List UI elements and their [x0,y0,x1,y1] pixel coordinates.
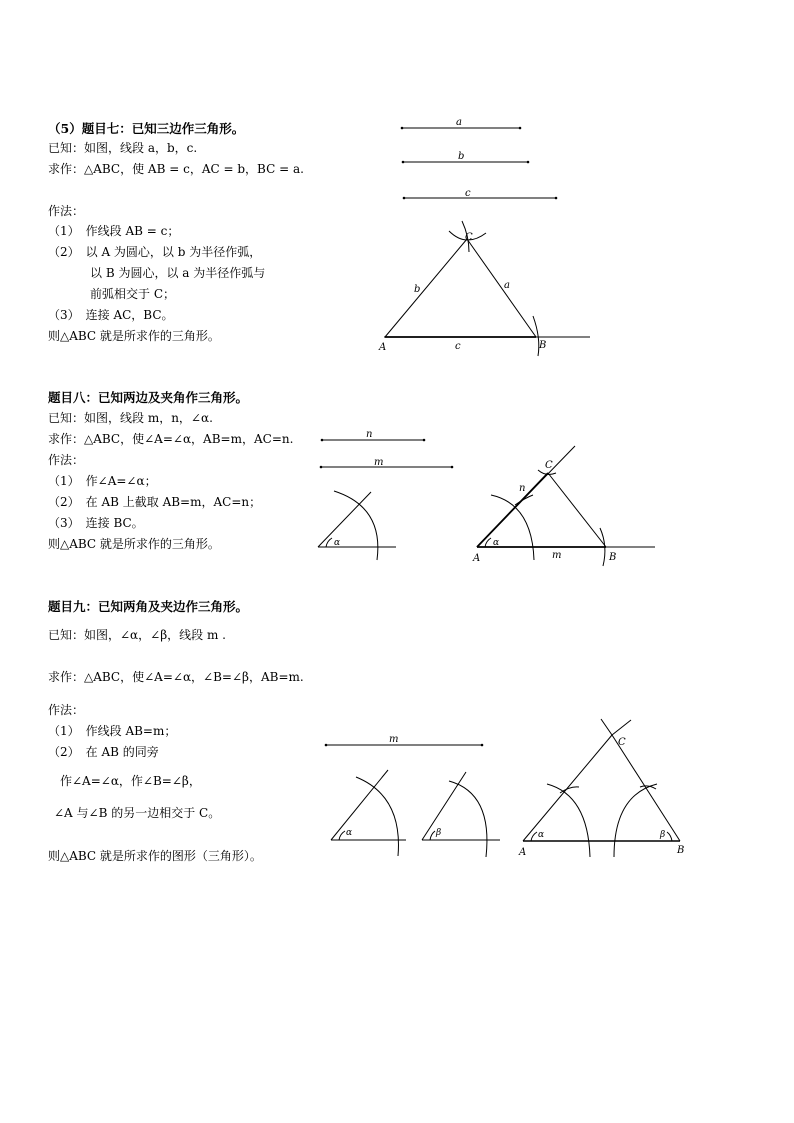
problem9-figure [325,719,680,857]
label-vertex-c: C [545,460,553,471]
problem7-step: （3） 连接 AC，BC。 [48,308,174,322]
problem8-figure [318,439,655,566]
angle-alpha-side-2 [318,492,371,547]
angle-a-mark [485,538,491,547]
label-b: b [458,151,465,162]
problem9-given: 已知：如图，∠α，∠β，线段 m . [48,628,226,642]
arc-mark-alpha [560,787,579,793]
label-alpha: α [334,538,341,548]
problem8-method-label: 作法： [48,453,85,467]
angle-beta-mark [430,831,435,840]
problem7-method-label: 作法： [48,204,85,218]
problem9-step: ∠A 与∠B 的另一边相交于 C。 [54,806,221,820]
angle-b-mark [667,832,672,841]
label-side-n: n [519,483,526,494]
problem7-conclusion: 则△ABC 就是所求作的三角形。 [48,329,220,343]
arc-at-b [533,316,539,356]
angle-alpha-side-2 [331,770,388,840]
problem9-title: 题目九：已知两角及夹边作三角形。 [48,599,249,614]
label-alpha: α [346,828,353,838]
problem9-step: （2） 在 AB 的同旁 [48,745,159,759]
problem8-conclusion: 则△ABC 就是所求作的三角形。 [48,537,220,551]
problem7-step: （2） 以 A 为圆心，以 b 为半径作弧， [48,245,262,259]
label-m: m [389,734,399,745]
angle-beta-side-2 [422,772,466,840]
angle-a-mark [531,832,537,841]
problem7-construct: 求作：△ABC，使 AB = c，AC = b，BC = a. [48,162,304,176]
arc-alpha-copy [547,784,590,857]
problem8-construct: 求作：△ABC，使∠A=∠α，AB=m，AC=n. [48,432,294,446]
label-beta: β [436,828,442,838]
side-bc [467,239,536,337]
side-ac [523,735,612,841]
label-side-c: c [455,341,461,352]
angle-alpha-arc [356,777,398,856]
label-vertex-a: A [379,342,387,353]
label-side-a: a [504,280,510,291]
problem9-construct: 求作：△ABC，使∠A=∠α，∠B=∠β，AB=m. [48,670,304,684]
angle-alpha-mark [339,831,345,840]
problem7-step: 前弧相交于 C； [90,287,175,301]
label-n: n [366,429,373,440]
problem9-step: 作∠A=∠α，作∠B=∠β， [60,774,201,788]
problem7-figure [384,127,590,356]
problem8-given: 已知：如图，线段 m，n，∠α. [48,411,213,425]
label-vertex-b: B [539,340,547,351]
side-ac [477,473,548,547]
label-c: c [465,188,471,199]
arc-mark [515,495,533,505]
problem7-title: （5）题目七：已知三边作三角形。 [48,121,245,136]
label-angle-a: α [538,830,545,840]
extension-bc [601,719,612,735]
side-ac [385,239,467,337]
label-vertex-a: A [519,847,527,858]
label-vertex-a: A [473,553,481,564]
arc-alpha-copy [491,495,534,560]
label-angle-a: α [493,538,500,548]
problem9-method-label: 作法： [48,703,85,717]
extension-ac [612,720,631,735]
label-vertex-b: B [677,845,685,856]
label-vertex-c: C [618,737,626,748]
angle-alpha-mark [326,538,332,547]
problem7-step: 以 B 为圆心，以 a 为半径作弧与 [90,266,266,280]
problem8-step: （1） 作∠A=∠α； [48,474,157,488]
problem9-step: （1） 作线段 AB=m； [48,724,177,738]
label-a: a [456,117,462,128]
label-vertex-c: C [465,232,473,243]
side-bc [548,473,606,547]
label-side-m: m [552,550,562,561]
problem8-step: （3） 连接 BC。 [48,516,144,530]
label-m: m [374,457,384,468]
problem9-conclusion: 则△ABC 就是所求作的图形（三角形）。 [48,849,262,863]
label-angle-b: β [660,830,666,840]
angle-beta-arc [449,781,487,857]
problem7-step: （1） 作线段 AB = c； [48,224,180,238]
label-side-b: b [414,284,421,295]
problem8-step: （2） 在 AB 上截取 AB=m，AC=n； [48,495,262,509]
label-vertex-b: B [609,552,617,563]
problem8-title: 题目八：已知两边及夹角作三角形。 [48,390,249,405]
angle-alpha-arc [334,491,378,560]
problem7-given: 已知：如图，线段 a，b，c. [48,141,198,155]
